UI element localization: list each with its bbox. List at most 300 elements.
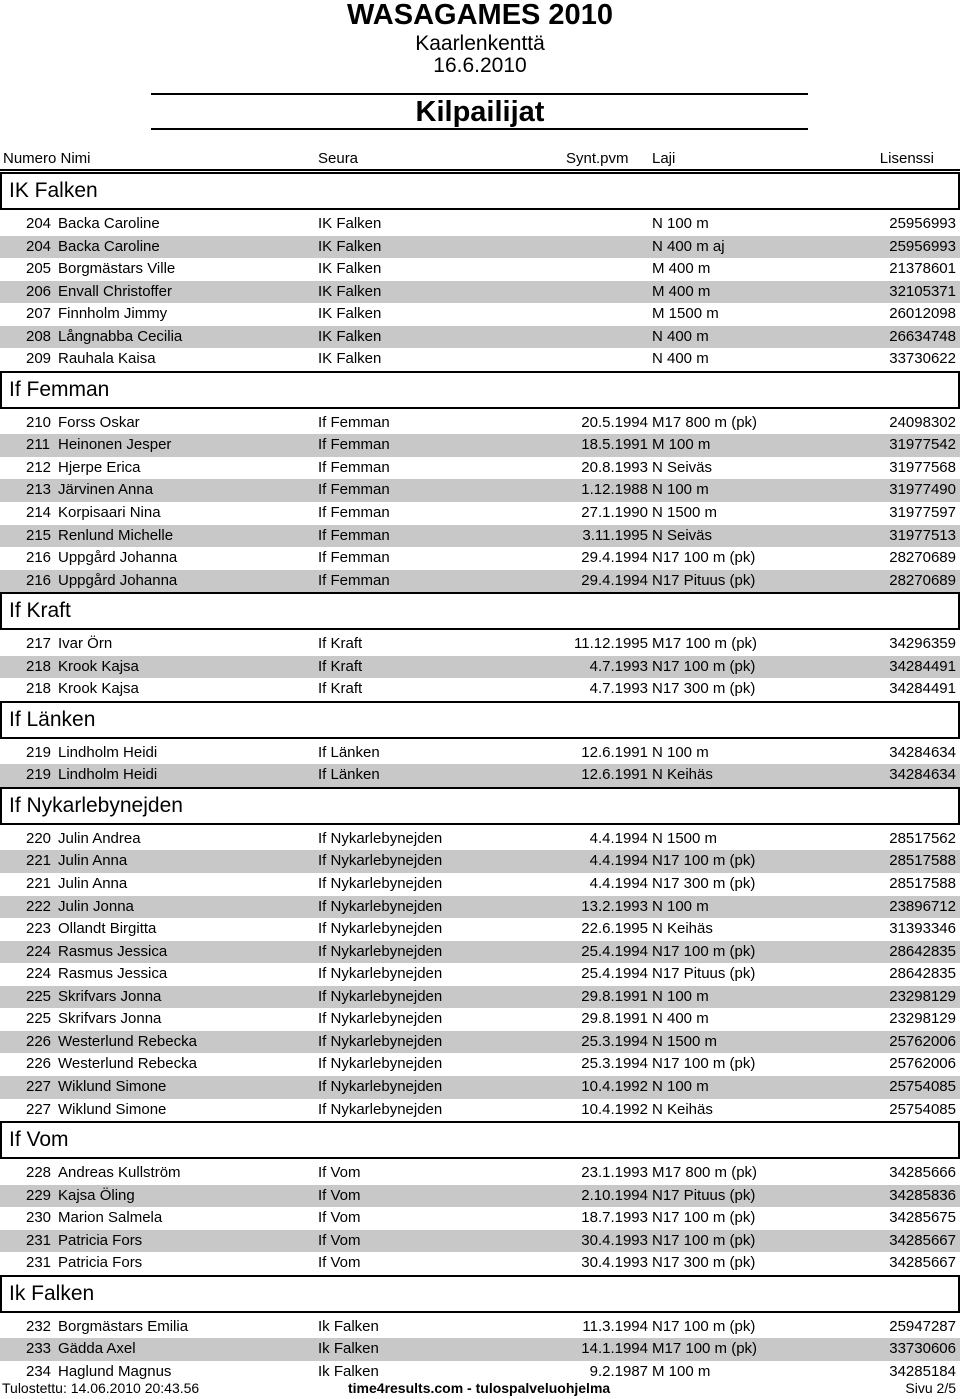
competitor-birthdate: 25.4.1994 xyxy=(581,942,648,960)
competitor-number: 218 xyxy=(26,680,52,698)
competitor-number: 212 xyxy=(26,458,52,476)
club-group-title: IK Falken xyxy=(0,172,960,210)
competitor-club: If Nykarlebynejden xyxy=(318,965,443,983)
competitor-name: Skrifvars Jonna xyxy=(58,1010,162,1028)
club-section xyxy=(0,172,960,371)
competitor-event: M 100 m xyxy=(652,436,711,454)
competitor-number: 219 xyxy=(26,743,52,761)
competitor-club: If Vom xyxy=(318,1164,361,1182)
competitor-name: Wiklund Simone xyxy=(58,1100,167,1118)
competitor-license: 34285667 xyxy=(889,1231,956,1249)
competitor-birthdate: 30.4.1993 xyxy=(581,1254,648,1272)
competitor-number: 205 xyxy=(26,260,52,278)
competitor-name: Julin Andrea xyxy=(58,829,141,847)
competitor-event: N17 100 m (pk) xyxy=(652,852,756,870)
competitor-number: 222 xyxy=(26,897,52,915)
competitor-birthdate: 12.6.1991 xyxy=(581,743,648,761)
competitor-number: 224 xyxy=(26,942,52,960)
competitor-club: If Femman xyxy=(318,436,390,454)
table-row xyxy=(0,547,960,570)
competitor-license: 31393346 xyxy=(889,920,956,938)
table-row xyxy=(0,236,960,259)
competitor-name: Lindholm Heidi xyxy=(58,766,158,784)
competitor-number: 228 xyxy=(26,1164,52,1182)
competitor-number: 210 xyxy=(26,413,52,431)
competitor-birthdate: 2.10.1994 xyxy=(581,1186,648,1204)
table-row xyxy=(0,850,960,873)
competitor-name: Långnabba Cecilia xyxy=(58,327,183,345)
competitor-event: N Keihäs xyxy=(652,920,713,938)
competitor-club: If Nykarlebynejden xyxy=(318,875,443,893)
competitor-club: Ik Falken xyxy=(318,1362,379,1380)
competitor-name: Julin Anna xyxy=(58,875,128,893)
competitor-number: 216 xyxy=(26,549,52,567)
competitor-event: N 100 m xyxy=(652,743,709,761)
competitor-event: N17 300 m (pk) xyxy=(652,680,756,698)
competitor-number: 213 xyxy=(26,481,52,499)
competitor-number: 231 xyxy=(26,1231,52,1249)
competitor-license: 25956993 xyxy=(889,237,956,255)
table-row xyxy=(0,1316,960,1339)
club-group-title: If Femman xyxy=(0,371,960,409)
table-row xyxy=(0,434,960,457)
competitor-name: Envall Christoffer xyxy=(58,282,172,300)
competitor-name: Forss Oskar xyxy=(58,413,140,431)
competitor-name: Andreas Kullström xyxy=(58,1164,181,1182)
competitor-name: Backa Caroline xyxy=(58,237,160,255)
competitor-club: If Femman xyxy=(318,481,390,499)
competitor-event: M17 800 m (pk) xyxy=(652,1164,758,1182)
competitor-club: If Nykarlebynejden xyxy=(318,1077,443,1095)
competitor-club: If Vom xyxy=(318,1231,361,1249)
table-row xyxy=(0,764,960,787)
competitor-event: M 400 m xyxy=(652,260,711,278)
table-row xyxy=(0,918,960,941)
competitor-number: 233 xyxy=(26,1340,52,1358)
table-row xyxy=(0,502,960,525)
competitor-birthdate: 25.3.1994 xyxy=(581,1055,648,1073)
competitor-club: If Vom xyxy=(318,1186,361,1204)
competitor-number: 229 xyxy=(26,1186,52,1204)
competitor-number: 227 xyxy=(26,1077,52,1095)
table-row xyxy=(0,896,960,919)
competitor-event: N 1500 m xyxy=(652,504,718,522)
competitor-club: If Nykarlebynejden xyxy=(318,1032,443,1050)
venue-name: Kaarlenkenttä xyxy=(415,32,545,55)
competitor-number: 214 xyxy=(26,504,52,522)
competitor-birthdate: 18.5.1991 xyxy=(581,436,648,454)
competitor-license: 25956993 xyxy=(889,215,956,232)
table-row xyxy=(0,633,960,656)
competitor-club: If Vom xyxy=(318,1209,361,1227)
competitor-club: If Nykarlebynejden xyxy=(318,852,443,870)
competitor-event: N17 100 m (pk) xyxy=(652,1209,756,1227)
competitor-event: N 400 m xyxy=(652,1010,709,1028)
competitor-name: Wiklund Simone xyxy=(58,1077,167,1095)
competitor-license: 28517588 xyxy=(889,852,956,870)
competitor-license: 25947287 xyxy=(889,1317,956,1335)
table-row xyxy=(0,525,960,548)
competitor-club: IK Falken xyxy=(318,327,382,345)
competitor-license: 28270689 xyxy=(889,571,956,589)
competitor-event: N17 100 m (pk) xyxy=(652,942,756,960)
competitor-license: 34285675 xyxy=(889,1209,956,1227)
competitor-number: 225 xyxy=(26,987,52,1005)
competitor-club: If Femman xyxy=(318,413,390,431)
competitor-name: Ollandt Birgitta xyxy=(58,920,157,938)
competitor-club: Ik Falken xyxy=(318,1317,379,1335)
table-row xyxy=(0,656,960,679)
competitor-name: Lindholm Heidi xyxy=(58,743,158,761)
competitor-birthdate: 25.4.1994 xyxy=(581,965,648,983)
competitor-number: 226 xyxy=(26,1032,52,1050)
competitor-name: Westerlund Rebecka xyxy=(58,1055,197,1073)
competitor-club: If Femman xyxy=(318,458,390,476)
competitor-name: Haglund Magnus xyxy=(58,1362,172,1380)
competitor-name: Rasmus Jessica xyxy=(58,942,168,960)
competitor-number: 223 xyxy=(26,920,52,938)
competitor-license: 25754085 xyxy=(889,1100,956,1118)
club-section xyxy=(0,1121,960,1275)
competitor-birthdate: 30.4.1993 xyxy=(581,1231,648,1249)
column-birthdate: Synt.pvm xyxy=(566,150,629,167)
competitor-event: M17 100 m (pk) xyxy=(652,635,758,653)
competitor-event: N Seiväs xyxy=(652,526,713,544)
competitor-event: N 400 m xyxy=(652,350,709,368)
competitor-event: N17 Pituus (pk) xyxy=(652,1186,756,1204)
competitor-number: 216 xyxy=(26,571,52,589)
table-row xyxy=(0,1076,960,1099)
competitor-event: N17 100 m (pk) xyxy=(652,657,756,675)
table-row xyxy=(0,1207,960,1230)
competitor-license: 32105371 xyxy=(889,282,956,300)
competitor-license: 28642835 xyxy=(889,942,956,960)
competitor-number: 215 xyxy=(26,526,52,544)
competitor-number: 207 xyxy=(26,305,52,323)
table-row xyxy=(0,1162,960,1185)
competitor-license: 34285667 xyxy=(889,1254,956,1272)
competitor-number: 225 xyxy=(26,1010,52,1028)
competitor-club: IK Falken xyxy=(318,282,382,300)
competitor-club: If Femman xyxy=(318,549,390,567)
table-row xyxy=(0,479,960,502)
competitor-name: Marion Salmela xyxy=(58,1209,163,1227)
competitor-number: 230 xyxy=(26,1209,52,1227)
competitor-license: 23298129 xyxy=(889,987,956,1005)
competitor-number: 219 xyxy=(26,766,52,784)
competitor-number: 208 xyxy=(26,327,52,345)
competitor-name: Rasmus Jessica xyxy=(58,965,168,983)
competitor-number: 218 xyxy=(26,657,52,675)
competitor-birthdate: 9.2.1987 xyxy=(589,1362,648,1380)
competitor-event: N Keihäs xyxy=(652,766,713,784)
table-row xyxy=(0,258,960,281)
table-row xyxy=(0,963,960,986)
competitor-license: 34284491 xyxy=(889,680,956,698)
event-date: 16.6.2010 xyxy=(433,54,527,77)
competitor-birthdate: 29.8.1991 xyxy=(581,1010,648,1028)
competitor-event: M 100 m xyxy=(652,1362,711,1380)
competitor-birthdate: 29.8.1991 xyxy=(581,987,648,1005)
competitor-license: 34284491 xyxy=(889,657,956,675)
table-row xyxy=(0,303,960,326)
footer-printed: Tulostettu: 14.06.2010 20:43.56 xyxy=(2,1380,200,1396)
competitor-license: 34284634 xyxy=(889,743,956,761)
club-section xyxy=(0,592,960,701)
table-row xyxy=(0,570,960,593)
competitor-name: Rauhala Kaisa xyxy=(58,350,156,368)
competitor-club: If Nykarlebynejden xyxy=(318,829,443,847)
competitor-name: Järvinen Anna xyxy=(58,481,154,499)
page-title: WASAGAMES 2010 xyxy=(347,0,613,31)
club-section xyxy=(0,1275,960,1384)
competitor-name: Uppgård Johanna xyxy=(58,571,178,589)
competitor-number: 224 xyxy=(26,965,52,983)
competitor-birthdate: 18.7.1993 xyxy=(581,1209,648,1227)
competitor-license: 21378601 xyxy=(889,260,956,278)
competitor-license: 34284634 xyxy=(889,766,956,784)
competitor-name: Korpisaari Nina xyxy=(58,504,161,522)
column-event: Laji xyxy=(652,150,676,167)
competitor-number: 209 xyxy=(26,350,52,368)
competitor-number: 206 xyxy=(26,282,52,300)
column-club: Seura xyxy=(318,150,359,167)
competitor-birthdate: 4.7.1993 xyxy=(589,657,648,675)
competitor-name: Borgmästars Ville xyxy=(58,260,176,278)
competitor-event: N 100 m xyxy=(652,897,709,915)
competitor-event: N Keihäs xyxy=(652,1100,713,1118)
competitor-club: IK Falken xyxy=(318,305,382,323)
competitor-number: 232 xyxy=(26,1317,52,1335)
competitor-club: If Kraft xyxy=(318,680,363,698)
competitor-name: Gädda Axel xyxy=(58,1340,136,1358)
table-row xyxy=(0,457,960,480)
competitor-license: 25754085 xyxy=(889,1077,956,1095)
competitor-club: If Nykarlebynejden xyxy=(318,1100,443,1118)
column-header-row xyxy=(0,147,960,171)
competitor-name: Patricia Fors xyxy=(58,1254,143,1272)
club-group-title: If Kraft xyxy=(0,592,960,630)
table-row xyxy=(0,941,960,964)
competitor-event: N 400 m xyxy=(652,327,709,345)
competitor-birthdate: 25.3.1994 xyxy=(581,1032,648,1050)
competitor-name: Finnholm Jimmy xyxy=(58,305,168,323)
table-row xyxy=(0,986,960,1009)
competitor-license: 33730622 xyxy=(889,350,956,368)
club-section xyxy=(0,701,960,787)
competitor-license: 31977568 xyxy=(889,458,956,476)
table-row xyxy=(0,1230,960,1253)
competitor-birthdate: 4.4.1994 xyxy=(589,829,648,847)
competitor-club: IK Falken xyxy=(318,215,382,232)
competitor-birthdate: 10.4.1992 xyxy=(581,1100,648,1118)
competitor-birthdate: 14.1.1994 xyxy=(581,1340,648,1358)
competitor-name: Renlund Michelle xyxy=(58,526,174,544)
competitor-birthdate: 4.4.1994 xyxy=(589,875,648,893)
table-row xyxy=(0,1338,960,1361)
competitor-event: N 100 m xyxy=(652,481,709,499)
column-number-name: Numero Nimi xyxy=(3,150,91,167)
competitor-name: Hjerpe Erica xyxy=(58,458,141,476)
competitor-license: 31977597 xyxy=(889,504,956,522)
competitor-event: N 1500 m xyxy=(652,1032,718,1050)
competitor-event: N17 Pituus (pk) xyxy=(652,965,756,983)
competitor-license: 31977490 xyxy=(889,481,956,499)
competitor-event: M17 100 m (pk) xyxy=(652,1340,758,1358)
competitor-license: 28517588 xyxy=(889,875,956,893)
competitor-club: If Kraft xyxy=(318,635,363,653)
competitor-license: 24098302 xyxy=(889,413,956,431)
competitor-name: Ivar Örn xyxy=(58,635,113,653)
footer-service: time4results.com - tulospalveluohjelma xyxy=(348,1380,611,1396)
competitor-license: 25762006 xyxy=(889,1032,956,1050)
competitor-license: 23298129 xyxy=(889,1010,956,1028)
competitor-name: Patricia Fors xyxy=(58,1231,143,1249)
competitor-license: 26634748 xyxy=(889,327,956,345)
competitor-event: N17 300 m (pk) xyxy=(652,875,756,893)
competitor-club: If Vom xyxy=(318,1254,361,1272)
club-group-title: Ik Falken xyxy=(0,1275,960,1313)
table-row xyxy=(0,742,960,765)
competitor-club: If Nykarlebynejden xyxy=(318,897,443,915)
table-row xyxy=(0,1053,960,1076)
club-section xyxy=(0,371,960,592)
section-heading: Kilpailijat xyxy=(415,96,545,128)
club-group-title: If Nykarlebynejden xyxy=(0,787,960,825)
competitor-birthdate: 11.12.1995 xyxy=(574,635,648,653)
competitor-event: N17 100 m (pk) xyxy=(652,1317,756,1335)
footer-page: Sivu 2/5 xyxy=(905,1380,956,1396)
competitor-event: N17 Pituus (pk) xyxy=(652,571,756,589)
competitor-event: N17 100 m (pk) xyxy=(652,1231,756,1249)
competitor-license: 28642835 xyxy=(889,965,956,983)
competitor-list xyxy=(0,172,960,1383)
competitor-club: If Femman xyxy=(318,504,390,522)
heading-rule-bottom xyxy=(151,128,808,130)
competitor-club: IK Falken xyxy=(318,260,382,278)
competitor-license: 34285836 xyxy=(889,1186,956,1204)
competitor-event: N17 100 m (pk) xyxy=(652,549,756,567)
competitor-number: 204 xyxy=(26,237,52,255)
table-row xyxy=(0,1008,960,1031)
competitor-club: If Femman xyxy=(318,571,390,589)
competitor-license: 33730606 xyxy=(889,1340,956,1358)
competitor-license: 34296359 xyxy=(889,635,956,653)
competitor-birthdate: 11.3.1994 xyxy=(582,1317,648,1335)
table-row xyxy=(0,348,960,371)
competitor-license: 28517562 xyxy=(889,829,956,847)
competitor-birthdate: 27.1.1990 xyxy=(581,504,648,522)
competitor-license: 34285666 xyxy=(889,1164,956,1182)
competitor-club: IK Falken xyxy=(318,237,382,255)
competitor-number: 217 xyxy=(26,635,52,653)
table-row xyxy=(0,1252,960,1275)
competitor-name: Krook Kajsa xyxy=(58,657,139,675)
competitor-license: 23896712 xyxy=(889,897,956,915)
competitor-club: If Kraft xyxy=(318,657,363,675)
competitor-birthdate: 1.12.1988 xyxy=(581,481,648,499)
competitor-event: N 400 m aj xyxy=(652,237,725,255)
competitor-event: N 100 m xyxy=(652,1077,709,1095)
competitor-event: M 1500 m xyxy=(652,305,719,323)
competitor-club: If Nykarlebynejden xyxy=(318,1055,443,1073)
competitor-license: 31977542 xyxy=(889,436,956,454)
table-row xyxy=(0,678,960,701)
competitor-club: If Nykarlebynejden xyxy=(318,920,443,938)
table-row xyxy=(0,326,960,349)
column-license: Lisenssi xyxy=(879,150,934,167)
competitor-birthdate: 13.2.1993 xyxy=(581,897,648,915)
competitor-birthdate: 4.4.1994 xyxy=(589,852,648,870)
competitor-number: 221 xyxy=(26,875,52,893)
table-row xyxy=(0,281,960,304)
table-row xyxy=(0,1185,960,1208)
competitor-event: N17 300 m (pk) xyxy=(652,1254,756,1272)
table-row xyxy=(0,412,960,435)
competitor-name: Julin Jonna xyxy=(58,897,134,915)
competitor-license: 26012098 xyxy=(889,305,956,323)
competitor-birthdate: 3.11.1995 xyxy=(582,526,648,544)
competitor-birthdate: 29.4.1994 xyxy=(581,549,648,567)
competitor-license: 34285184 xyxy=(889,1362,956,1380)
table-row xyxy=(0,873,960,896)
competitor-number: 204 xyxy=(26,215,52,232)
competitor-birthdate: 20.5.1994 xyxy=(581,413,648,431)
competitor-event: M 400 m xyxy=(652,282,711,300)
competitor-club: If Nykarlebynejden xyxy=(318,987,443,1005)
competitor-name: Julin Anna xyxy=(58,852,128,870)
competitor-number: 234 xyxy=(26,1362,52,1380)
table-row xyxy=(0,213,960,236)
competitor-name: Krook Kajsa xyxy=(58,680,139,698)
competitor-event: N 100 m xyxy=(652,987,709,1005)
competitor-event: M17 800 m (pk) xyxy=(652,413,758,431)
competitor-birthdate: 23.1.1993 xyxy=(581,1164,648,1182)
competitor-birthdate: 12.6.1991 xyxy=(581,766,648,784)
table-row xyxy=(0,828,960,851)
competitor-birthdate: 10.4.1992 xyxy=(581,1077,648,1095)
competitor-number: 231 xyxy=(26,1254,52,1272)
competitor-number: 227 xyxy=(26,1100,52,1118)
competitor-club: If Nykarlebynejden xyxy=(318,942,443,960)
competitor-birthdate: 29.4.1994 xyxy=(581,571,648,589)
competitor-name: Backa Caroline xyxy=(58,215,160,232)
competitor-license: 28270689 xyxy=(889,549,956,567)
competitor-number: 220 xyxy=(26,829,52,847)
competitor-club: If Femman xyxy=(318,526,390,544)
competitor-birthdate: 4.7.1993 xyxy=(589,680,648,698)
competitor-name: Skrifvars Jonna xyxy=(58,987,162,1005)
competitor-club: If Länken xyxy=(318,743,380,761)
competitor-event: N 100 m xyxy=(652,215,709,232)
competitor-name: Westerlund Rebecka xyxy=(58,1032,197,1050)
competitor-club: Ik Falken xyxy=(318,1340,379,1358)
competitor-club: If Länken xyxy=(318,766,380,784)
club-section xyxy=(0,787,960,1121)
competitor-event: N Seiväs xyxy=(652,458,713,476)
table-row xyxy=(0,1031,960,1054)
competitor-club: If Nykarlebynejden xyxy=(318,1010,443,1028)
competitor-number: 221 xyxy=(26,852,52,870)
club-group-title: If Vom xyxy=(0,1121,960,1159)
table-row xyxy=(0,1099,960,1122)
competitor-name: Uppgård Johanna xyxy=(58,549,178,567)
competitor-number: 211 xyxy=(26,436,50,454)
competitor-event: N17 100 m (pk) xyxy=(652,1055,756,1073)
competitor-number: 226 xyxy=(26,1055,52,1073)
competitor-name: Heinonen Jesper xyxy=(58,436,172,454)
club-group-title: If Länken xyxy=(0,701,960,739)
